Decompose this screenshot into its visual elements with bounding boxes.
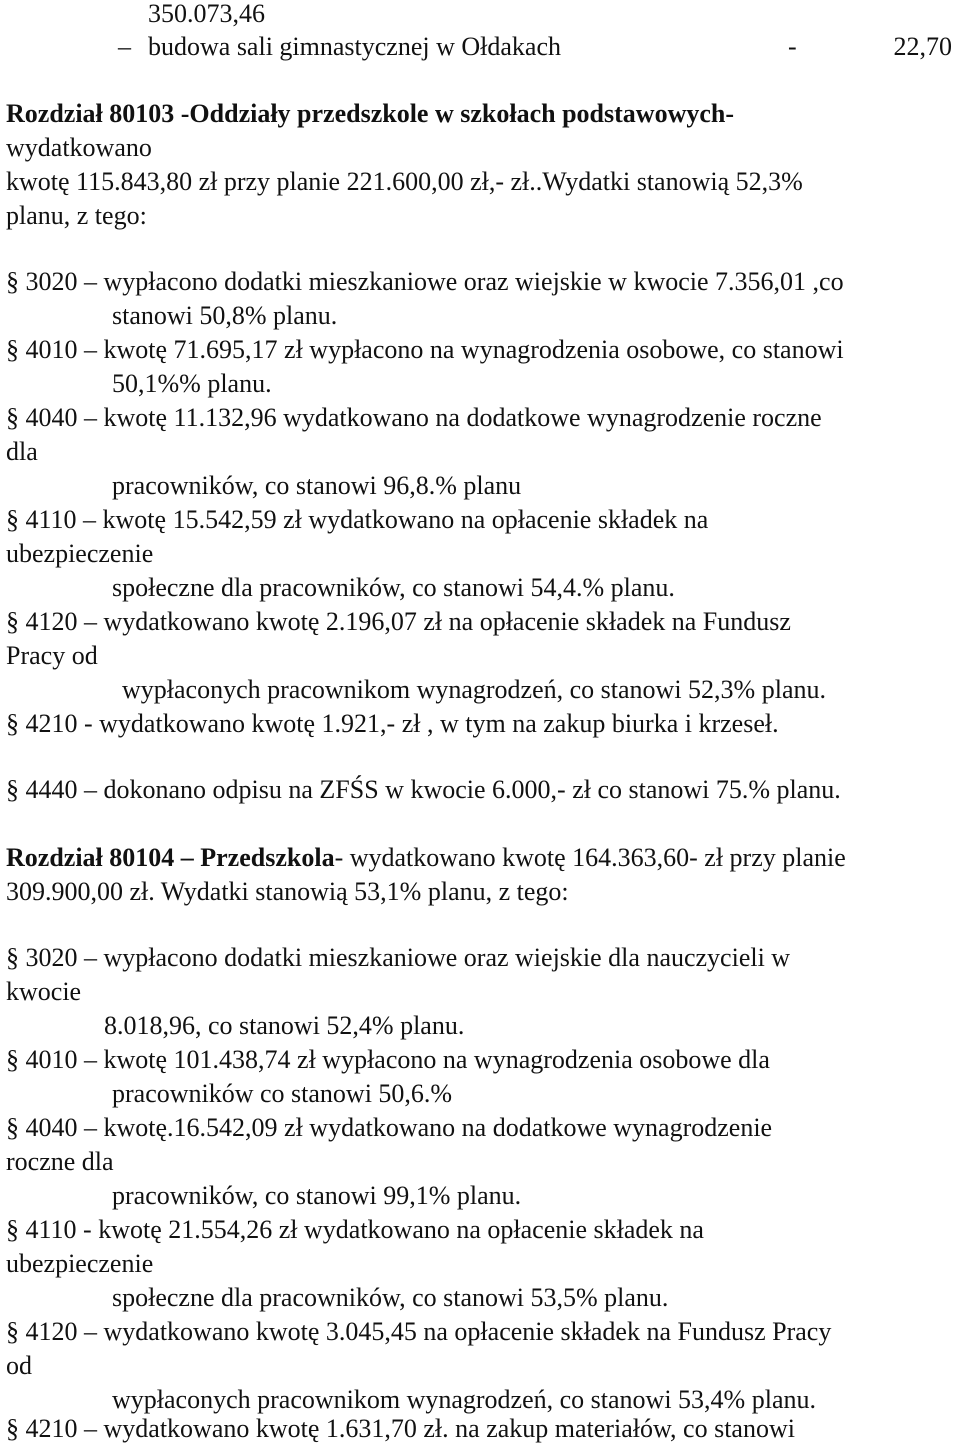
list-item: § 3020 – wypłacono dodatki mieszkaniowe oraz wiejskie dla nauczycieli w bbox=[6, 943, 791, 972]
list-item-continuation: Pracy od bbox=[6, 641, 98, 670]
list-item-continuation: społeczne dla pracowników, co stanowi 53,5% planu. bbox=[112, 1283, 669, 1312]
list-item: § 4110 - kwotę 21.554,26 zł wydatkowano na opłacenie składek na bbox=[6, 1215, 704, 1244]
list-item-continuation: wypłaconych pracownikom wynagrodzeń, co stanowi 52,3% planu. bbox=[122, 675, 826, 704]
list-item-continuation: wypłaconych pracownikom wynagrodzeń, co stanowi 53,4% planu. bbox=[112, 1385, 816, 1414]
list-item: § 4010 – kwotę 71.695,17 zł wypłacono na wynagrodzenia osobowe, co stanowi bbox=[6, 335, 844, 364]
list-item-continuation: ubezpieczenie bbox=[6, 1249, 154, 1278]
list-item: § 4120 – wydatkowano kwotę 2.196,07 zł na opłacenie składek na Fundusz bbox=[6, 607, 791, 636]
amount-line: 350.073,46 bbox=[148, 0, 265, 28]
paragraph-line: wydatkowano bbox=[6, 133, 152, 162]
list-item: § 4110 – kwotę 15.542,59 zł wydatkowano na opłacenie składek na bbox=[6, 505, 709, 534]
list-item: § 3020 – wypłacono dodatki mieszkaniowe oraz wiejskie w kwocie 7.356,01 ,co bbox=[6, 267, 844, 296]
list-item-continuation: 8.018,96, co stanowi 52,4% planu. bbox=[104, 1011, 465, 1040]
list-item: § 4040 – kwotę 11.132,96 wydatkowano na dodatkowe wynagrodzenie roczne bbox=[6, 403, 822, 432]
list-item: § 4120 – wydatkowano kwotę 3.045,45 na opłacenie składek na Fundusz Pracy bbox=[6, 1317, 832, 1346]
list-item-continuation: pracowników co stanowi 50,6.% bbox=[112, 1079, 453, 1108]
list-item-continuation: dla bbox=[6, 437, 38, 466]
list-item-continuation: pracowników, co stanowi 96,8.% planu bbox=[112, 471, 522, 500]
section-heading-80104 bbox=[6, 841, 846, 875]
item-separator: - bbox=[788, 32, 797, 61]
list-item-continuation: od bbox=[6, 1351, 32, 1380]
section-heading-rest: - wydatkowano kwotę 164.363,60- zł przy planie bbox=[334, 843, 846, 872]
list-item-continuation: 50,1%% planu. bbox=[112, 369, 272, 398]
item-text: budowa sali gimnastycznej w Ołdakach bbox=[148, 32, 561, 61]
item-dash: – bbox=[118, 32, 131, 61]
list-item: § 4040 – kwotę.16.542,09 zł wydatkowano na dodatkowe wynagrodzenie bbox=[6, 1113, 773, 1142]
list-item: § 4010 – kwotę 101.438,74 zł wypłacono na wynagrodzenia osobowe dla bbox=[6, 1045, 770, 1074]
item-value: 22,70 bbox=[893, 32, 952, 61]
list-item-continuation: pracowników, co stanowi 99,1% planu. bbox=[112, 1181, 522, 1210]
paragraph-line: kwotę 115.843,80 zł przy planie 221.600,00 zł,- zł..Wydatki stanowią 52,3% bbox=[6, 167, 803, 196]
list-item-continuation: społeczne dla pracowników, co stanowi 54,4.% planu. bbox=[112, 573, 675, 602]
list-item-continuation: roczne dla bbox=[6, 1147, 114, 1176]
list-item: § 4210 – wydatkowano kwotę 1.631,70 zł. na zakup materiałów, co stanowi bbox=[6, 1414, 795, 1443]
list-item-continuation: stanowi 50,8% planu. bbox=[112, 301, 338, 330]
list-item-continuation: kwocie bbox=[6, 977, 82, 1006]
list-item-continuation: ubezpieczenie bbox=[6, 539, 154, 568]
list-item: § 4440 – dokonano odpisu na ZFŚS w kwocie 6.000,- zł co stanowi 75.% planu. bbox=[6, 775, 841, 804]
list-item: § 4210 - wydatkowano kwotę 1.921,- zł , w tym na zakup biurka i krzeseł. bbox=[6, 709, 779, 738]
section-heading-80103: Rozdział 80103 -Oddziały przedszkole w szkołach podstawowych- bbox=[6, 99, 734, 128]
paragraph-line: planu, z tego: bbox=[6, 201, 147, 230]
paragraph-line: 309.900,00 zł. Wydatki stanowią 53,1% planu, z tego: bbox=[6, 877, 569, 906]
section-heading-bold: Rozdział 80104 – Przedszkola bbox=[6, 843, 335, 872]
